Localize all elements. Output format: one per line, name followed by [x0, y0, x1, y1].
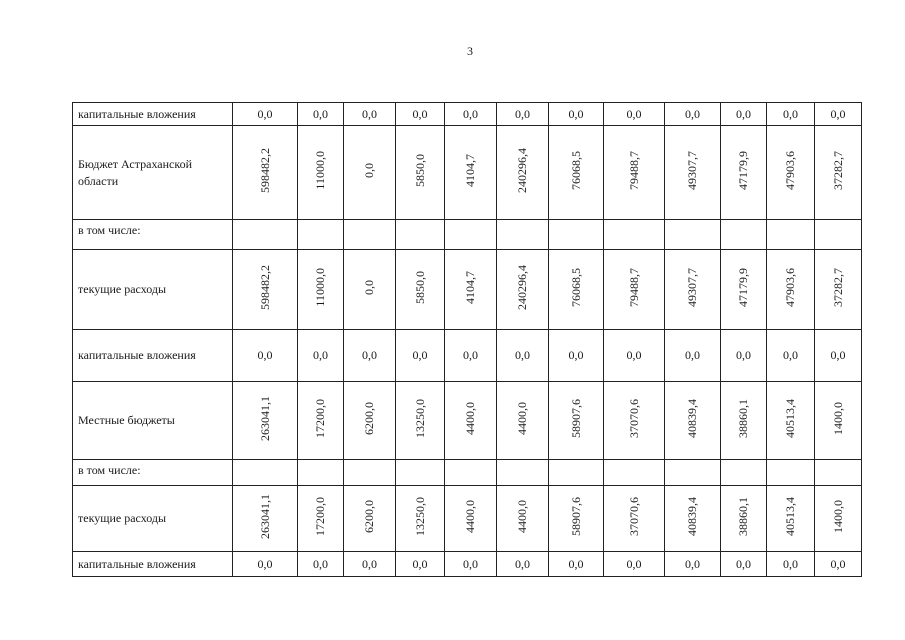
value-cell	[815, 486, 862, 552]
cell-value: 0,0	[626, 348, 642, 362]
value-cell	[445, 382, 497, 460]
value-cell	[665, 126, 721, 220]
value-cell	[497, 126, 549, 220]
cell-value: 40513,4	[783, 497, 797, 536]
cell-value: 0,0	[412, 348, 428, 362]
value-cell	[721, 486, 767, 552]
value-cell	[396, 552, 445, 577]
value-cell	[233, 486, 298, 552]
cell-value: 0,0	[830, 106, 846, 121]
value-cell	[767, 330, 815, 382]
cell-value: 0,0	[736, 106, 751, 121]
row-label: в том числе:	[73, 460, 233, 486]
row-label: капитальные вложения	[73, 552, 233, 577]
value-cell	[721, 220, 767, 250]
value-cell	[298, 126, 344, 220]
cell-value: 0,0	[685, 106, 700, 121]
value-cell	[721, 382, 767, 460]
cell-value: 49307,7	[685, 151, 699, 190]
cell-value: 263041,1	[257, 494, 272, 539]
cell-value: 4400,0	[463, 500, 477, 533]
value-cell	[604, 552, 665, 577]
cell-value: 0,0	[463, 106, 478, 121]
cell-value: 0,0	[830, 348, 846, 362]
value-cell	[497, 220, 549, 250]
cell-value: 0,0	[362, 348, 377, 362]
table-row	[73, 126, 862, 220]
value-cell	[344, 126, 396, 220]
value-cell	[233, 220, 298, 250]
value-cell	[298, 552, 344, 577]
cell-value: 47903,6	[783, 268, 797, 307]
cell-value: 13250,0	[412, 399, 427, 438]
table-row	[73, 382, 862, 460]
value-cell	[721, 552, 767, 577]
cell-value: 47903,6	[783, 151, 797, 190]
cell-value: 40839,4	[685, 497, 699, 536]
cell-value: 0,0	[515, 348, 530, 362]
cell-value: 4104,7	[463, 271, 477, 304]
value-cell	[604, 220, 665, 250]
value-cell	[298, 250, 344, 330]
value-cell	[815, 126, 862, 220]
value-cell	[233, 330, 298, 382]
cell-value: 0,0	[362, 556, 377, 571]
value-cell	[767, 382, 815, 460]
cell-value: 79488,7	[626, 268, 641, 307]
table-row	[73, 103, 862, 126]
value-cell	[604, 250, 665, 330]
row-label: Местные бюджеты	[73, 382, 233, 460]
value-cell	[344, 486, 396, 552]
value-cell	[445, 486, 497, 552]
cell-value: 37282,7	[830, 151, 845, 190]
cell-value: 240296,4	[515, 265, 529, 310]
value-cell	[497, 330, 549, 382]
cell-value: 4400,0	[463, 402, 477, 435]
value-cell	[549, 486, 604, 552]
cell-value: 49307,7	[685, 268, 699, 307]
value-cell	[767, 486, 815, 552]
cell-value: 0,0	[568, 106, 584, 121]
table-row	[73, 486, 862, 552]
cell-value: 0,0	[463, 556, 478, 571]
value-cell	[604, 330, 665, 382]
value-cell	[233, 382, 298, 460]
cell-value: 240296,4	[515, 148, 529, 193]
value-cell	[497, 250, 549, 330]
value-cell	[767, 460, 815, 486]
cell-value: 0,0	[783, 348, 798, 362]
cell-value: 0,0	[257, 348, 273, 362]
cell-value: 76068,5	[568, 268, 583, 307]
value-cell	[721, 250, 767, 330]
cell-value: 4104,7	[463, 154, 477, 187]
value-cell	[665, 460, 721, 486]
cell-value: 1400,0	[830, 500, 845, 533]
cell-value: 0,0	[313, 556, 328, 571]
value-cell	[344, 103, 396, 126]
value-cell	[396, 460, 445, 486]
cell-value: 0,0	[313, 106, 328, 121]
value-cell	[549, 250, 604, 330]
value-cell	[445, 103, 497, 126]
value-cell	[396, 330, 445, 382]
value-cell	[396, 103, 445, 126]
cell-value: 1400,0	[830, 402, 845, 435]
value-cell	[344, 250, 396, 330]
cell-value: 11000,0	[313, 151, 327, 190]
value-cell	[721, 460, 767, 486]
cell-value: 76068,5	[568, 151, 583, 190]
cell-value: 0,0	[830, 556, 846, 571]
cell-value: 6200,0	[362, 500, 376, 533]
value-cell	[396, 220, 445, 250]
cell-value: 6200,0	[362, 402, 376, 435]
value-cell	[298, 382, 344, 460]
cell-value: 0,0	[736, 556, 751, 571]
value-cell	[445, 330, 497, 382]
value-cell	[344, 382, 396, 460]
cell-value: 4400,0	[515, 402, 529, 435]
value-cell	[298, 103, 344, 126]
cell-value: 47179,9	[736, 268, 750, 307]
value-cell	[549, 460, 604, 486]
cell-value: 0,0	[626, 106, 642, 121]
value-cell	[344, 220, 396, 250]
value-cell	[767, 103, 815, 126]
cell-value: 40839,4	[685, 399, 699, 438]
value-cell	[344, 460, 396, 486]
value-cell	[298, 460, 344, 486]
value-cell	[445, 552, 497, 577]
value-cell	[396, 126, 445, 220]
value-cell	[815, 460, 862, 486]
value-cell	[549, 382, 604, 460]
value-cell	[497, 552, 549, 577]
table-row	[73, 220, 862, 250]
value-cell	[298, 330, 344, 382]
value-cell	[767, 220, 815, 250]
value-cell	[815, 220, 862, 250]
value-cell	[604, 382, 665, 460]
budget-table-body	[73, 103, 862, 577]
value-cell	[604, 126, 665, 220]
cell-value: 0,0	[568, 556, 584, 571]
value-cell	[344, 330, 396, 382]
value-cell	[815, 382, 862, 460]
row-label: текущие расходы	[73, 486, 233, 552]
value-cell	[233, 103, 298, 126]
row-label: капитальные вложения	[73, 330, 233, 382]
cell-value: 263041,1	[257, 396, 272, 441]
value-cell	[445, 250, 497, 330]
value-cell	[665, 250, 721, 330]
table-row	[73, 250, 862, 330]
row-label: в том числе:	[73, 220, 233, 250]
value-cell	[604, 486, 665, 552]
cell-value: 38860,1	[736, 399, 750, 438]
cell-value: 4400,0	[515, 500, 529, 533]
value-cell	[445, 220, 497, 250]
value-cell	[815, 103, 862, 126]
value-cell	[549, 126, 604, 220]
row-label: капитальные вложения	[73, 103, 233, 126]
cell-value: 79488,7	[626, 151, 641, 190]
value-cell	[665, 552, 721, 577]
table-row	[73, 460, 862, 486]
value-cell	[721, 330, 767, 382]
value-cell	[665, 382, 721, 460]
value-cell	[233, 552, 298, 577]
cell-value: 0,0	[412, 106, 428, 121]
cell-value: 598482,2	[257, 148, 272, 193]
value-cell	[298, 220, 344, 250]
cell-value: 5850,0	[412, 154, 427, 187]
value-cell	[396, 250, 445, 330]
value-cell	[665, 103, 721, 126]
table-row	[73, 552, 862, 577]
value-cell	[665, 486, 721, 552]
value-cell	[445, 126, 497, 220]
value-cell	[549, 330, 604, 382]
cell-value: 17200,0	[313, 399, 327, 438]
cell-value: 0,0	[362, 280, 376, 295]
value-cell	[604, 460, 665, 486]
cell-value: 598482,2	[257, 265, 272, 310]
cell-value: 37070,6	[626, 399, 641, 438]
value-cell	[497, 486, 549, 552]
cell-value: 0,0	[685, 348, 700, 362]
row-label: Бюджет Астраханской области	[73, 126, 233, 220]
cell-value: 0,0	[313, 348, 328, 362]
cell-value: 0,0	[685, 556, 700, 571]
cell-value: 13250,0	[412, 497, 427, 536]
cell-value: 0,0	[568, 348, 584, 362]
cell-value: 0,0	[626, 556, 642, 571]
value-cell	[396, 486, 445, 552]
cell-value: 5850,0	[412, 271, 427, 304]
value-cell	[497, 460, 549, 486]
cell-value: 38860,1	[736, 497, 750, 536]
value-cell	[721, 103, 767, 126]
value-cell	[549, 220, 604, 250]
cell-value: 37282,7	[830, 268, 845, 307]
value-cell	[233, 250, 298, 330]
value-cell	[497, 103, 549, 126]
value-cell	[721, 126, 767, 220]
cell-value: 0,0	[515, 556, 530, 571]
cell-value: 37070,6	[626, 497, 641, 536]
table-row	[73, 330, 862, 382]
value-cell	[767, 126, 815, 220]
cell-value: 0,0	[412, 556, 428, 571]
value-cell	[549, 103, 604, 126]
cell-value: 0,0	[515, 106, 530, 121]
value-cell	[396, 382, 445, 460]
cell-value: 0,0	[783, 106, 798, 121]
value-cell	[445, 460, 497, 486]
cell-value: 40513,4	[783, 399, 797, 438]
page-number: 3	[467, 44, 473, 58]
value-cell	[497, 382, 549, 460]
cell-value: 58907,6	[568, 399, 583, 438]
cell-value: 11000,0	[313, 268, 327, 307]
value-cell	[815, 250, 862, 330]
value-cell	[604, 103, 665, 126]
cell-value: 0,0	[783, 556, 798, 571]
cell-value: 0,0	[736, 348, 751, 362]
cell-value: 47179,9	[736, 151, 750, 190]
value-cell	[233, 460, 298, 486]
value-cell	[767, 250, 815, 330]
cell-value: 0,0	[257, 556, 273, 571]
row-label: текущие расходы	[73, 250, 233, 330]
value-cell	[233, 126, 298, 220]
value-cell	[344, 552, 396, 577]
cell-value: 17200,0	[313, 497, 327, 536]
value-cell	[665, 330, 721, 382]
cell-value: 0,0	[362, 106, 377, 121]
value-cell	[665, 220, 721, 250]
cell-value: 58907,6	[568, 497, 583, 536]
cell-value: 0,0	[362, 163, 376, 178]
cell-value: 0,0	[257, 106, 273, 121]
value-cell	[815, 552, 862, 577]
value-cell	[549, 552, 604, 577]
cell-value: 0,0	[463, 348, 478, 362]
value-cell	[815, 330, 862, 382]
budget-table	[72, 102, 862, 577]
value-cell	[767, 552, 815, 577]
value-cell	[298, 486, 344, 552]
